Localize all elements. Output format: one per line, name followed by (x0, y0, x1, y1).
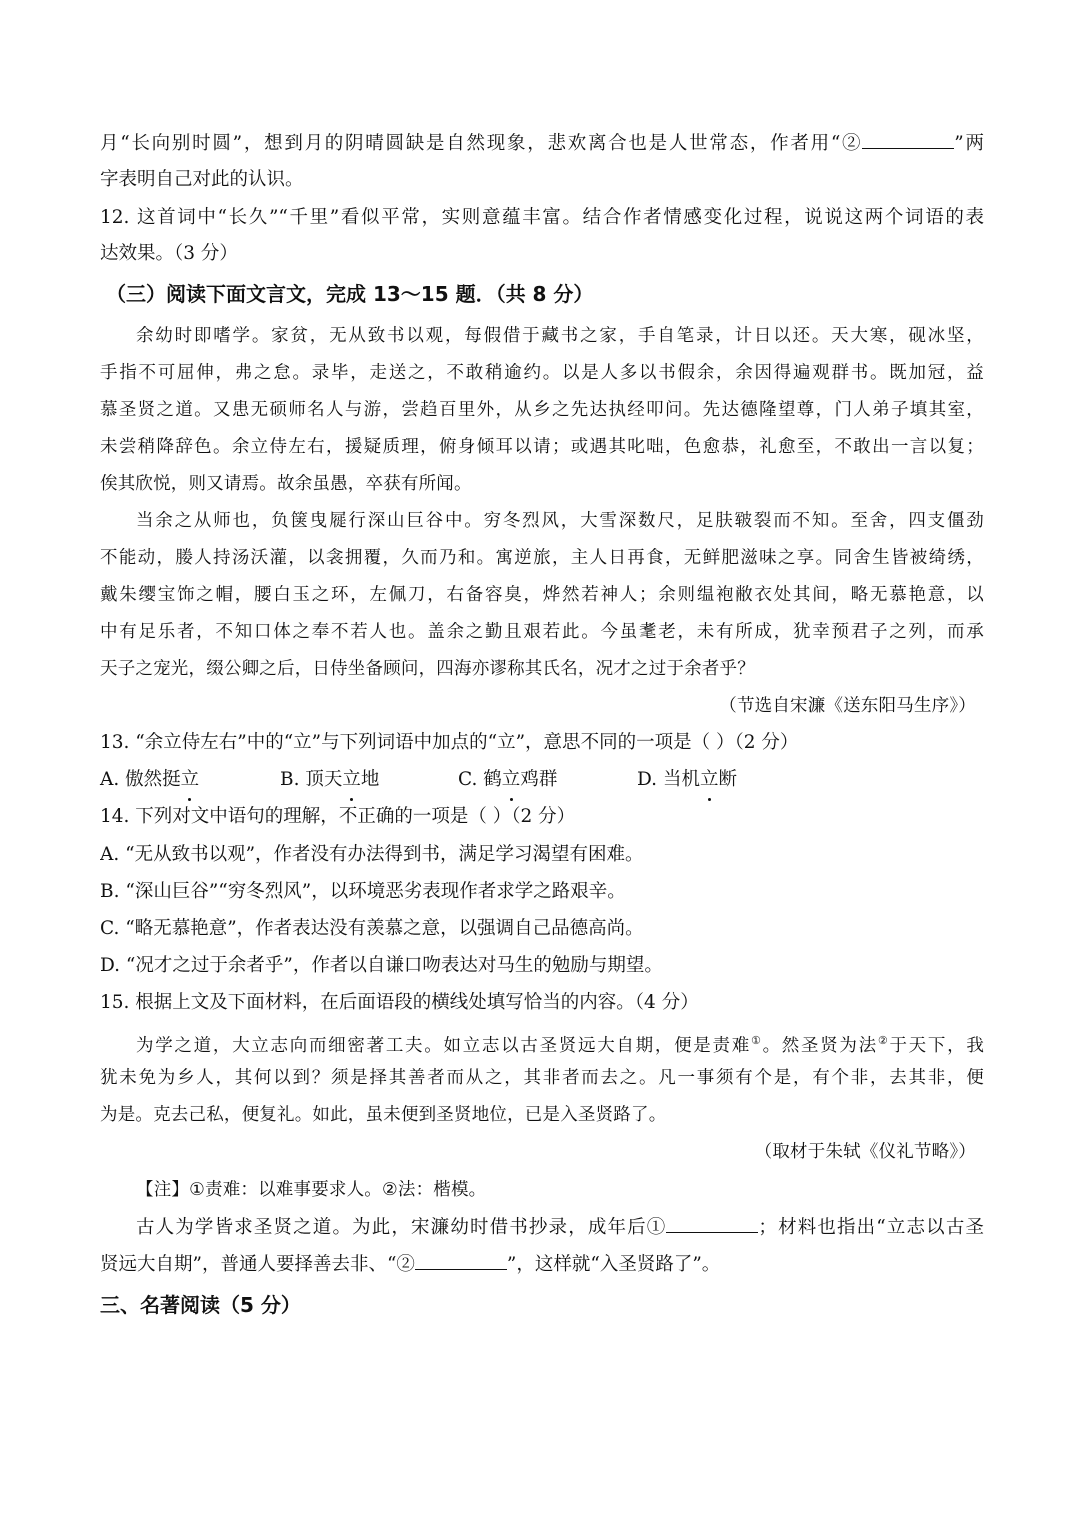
section-heading-next: 三、名著阅读（5 分） (100, 1293, 301, 1317)
q11-tail-line-1: 月“长向别时圆”，想到月的阴晴圆缺是自然现象，悲欢离合也是人世常态，作者用“② ”两 (100, 126, 984, 162)
material-line: 犹未免为乡人，其何以到？须是择其善者而从之，其非者而去之。凡一事须有个是，有个非，去其非，便 (100, 1068, 984, 1088)
q13-stem: 13. “余立侍左右”中的“立”与下列词语中加点的“立”，意思不同的一项是（ ）（2 分） (100, 725, 984, 761)
q13-option-d[interactable]: D. 当机立断 (637, 762, 737, 798)
q13-option-b[interactable]: B. 顶天立地 (280, 762, 379, 798)
q14-option-a[interactable]: A. “无从致书以观”，作者没有办法得到书，满足学习渴望有困难。 (100, 844, 644, 865)
q14-stem: 14. 下列对文中语句的理解，不正确的一项是（ ）（2 分） (100, 799, 984, 835)
passage-line: 不能动，媵人持汤沃灌，以衾拥覆，久而乃和。寓逆旅，主人日再食，无鲜肥滋味之享。同舍生皆被绮绣， (100, 548, 984, 568)
passage-line: 天子之宠光，缀公卿之后，日侍坐备顾问，四海亦谬称其氏名，况才之过于余者乎？ (100, 659, 755, 679)
q14-option-b[interactable]: B. “深山巨谷”“穷冬烈风”，以环境恶劣表现作者求学之路艰辛。 (100, 881, 626, 902)
q12-stem-line-2: 达效果。（3 分） (100, 243, 238, 264)
q14-option-d[interactable]: D. “况才之过于余者乎”，作者以自谦口吻表达对马生的勉励与期望。 (100, 955, 663, 976)
passage-line: 余幼时即嗜学。家贫，无从致书以观，每假借于藏书之家，手自笔录，计日以还。天大寒，砚冰坚， (136, 326, 984, 346)
fill-line-2: 贤远大自期”，普通人要择善去非、“② ”，这样就“入圣贤路了”。 (100, 1247, 984, 1283)
q12-stem-line-1: 12. 这首词中“长久”“千里”看似平常，实则意蕴丰富。结合作者情感变化过程，说说这两个词语的表 (100, 207, 984, 228)
q13-option-c[interactable]: C. 鹤立鸡群 (458, 762, 557, 798)
material-line: 为学之道，大立志向而细密著工夫。如立志以古圣贤远大自期，便是责难①。然圣贤为法②于天下，我 (136, 1034, 984, 1056)
fill-line-1: 古人为学皆求圣贤之道。为此，宋濂幼时借书抄录，成年后① ；材料也指出“立志以古圣 (136, 1210, 984, 1246)
passage-source: （节选自宋濂《送东阳马生序》） (719, 696, 976, 716)
material-line: 为是。克去己私，便复礼。如此，虽未便到圣贤地位，已是入圣贤路了。 (100, 1105, 667, 1125)
q13-option-a[interactable]: A. 傲然挺立 (100, 762, 199, 798)
material-source: （取材于朱轼《仪礼节略》） (754, 1142, 976, 1162)
section-heading: （三）阅读下面文言文，完成 13～15 题．（共 8 分） (106, 282, 594, 306)
q11-tail-line-2: 字表明自己对此的认识。 (100, 169, 304, 190)
footnote: 【注】①责难：以难事要求人。②法：楷模。 (136, 1180, 487, 1200)
passage-line: 慕圣贤之道。又患无硕师名人与游，尝趋百里外，从乡之先达执经叩问。先达德隆望尊，门人弟子填其室， (100, 400, 984, 420)
q15-stem: 15. 根据上文及下面材料，在后面语段的横线处填写恰当的内容。（4 分） (100, 992, 699, 1013)
answer-blank-2[interactable] (415, 1251, 507, 1270)
passage-line: 戴朱缨宝饰之帽，腰白玉之环，左佩刀，右备容臭，烨然若神人；余则缊袍敝衣处其间，略无慕艳意，以 (100, 585, 984, 605)
passage-line: 中有足乐者，不知口体之奉不若人也。盖余之勤且艰若此。今虽耄老，未有所成，犹幸预君子之列，而承 (100, 622, 984, 642)
answer-blank[interactable] (862, 130, 954, 149)
passage-line: 未尝稍降辞色。余立侍左右，援疑质理，俯身倾耳以请；或遇其叱咄，色愈恭，礼愈至，不敢出一言以复； (100, 437, 984, 457)
passage-line: 当余之从师也，负箧曳屣行深山巨谷中。穷冬烈风，大雪深数尺，足肤皲裂而不知。至舍，四支僵劲 (136, 511, 984, 531)
q14-option-c[interactable]: C. “略无慕艳意”，作者表达没有羡慕之意，以强调自己品德高尚。 (100, 918, 644, 939)
answer-blank-1[interactable] (666, 1214, 758, 1233)
passage-line: 俟其欣悦，则又请焉。故余虽愚，卒获有所闻。 (100, 474, 472, 494)
passage-line: 手指不可屈伸，弗之怠。录毕，走送之，不敢稍逾约。以是人多以书假余，余因得遍观群书。既加冠，益 (100, 363, 984, 383)
